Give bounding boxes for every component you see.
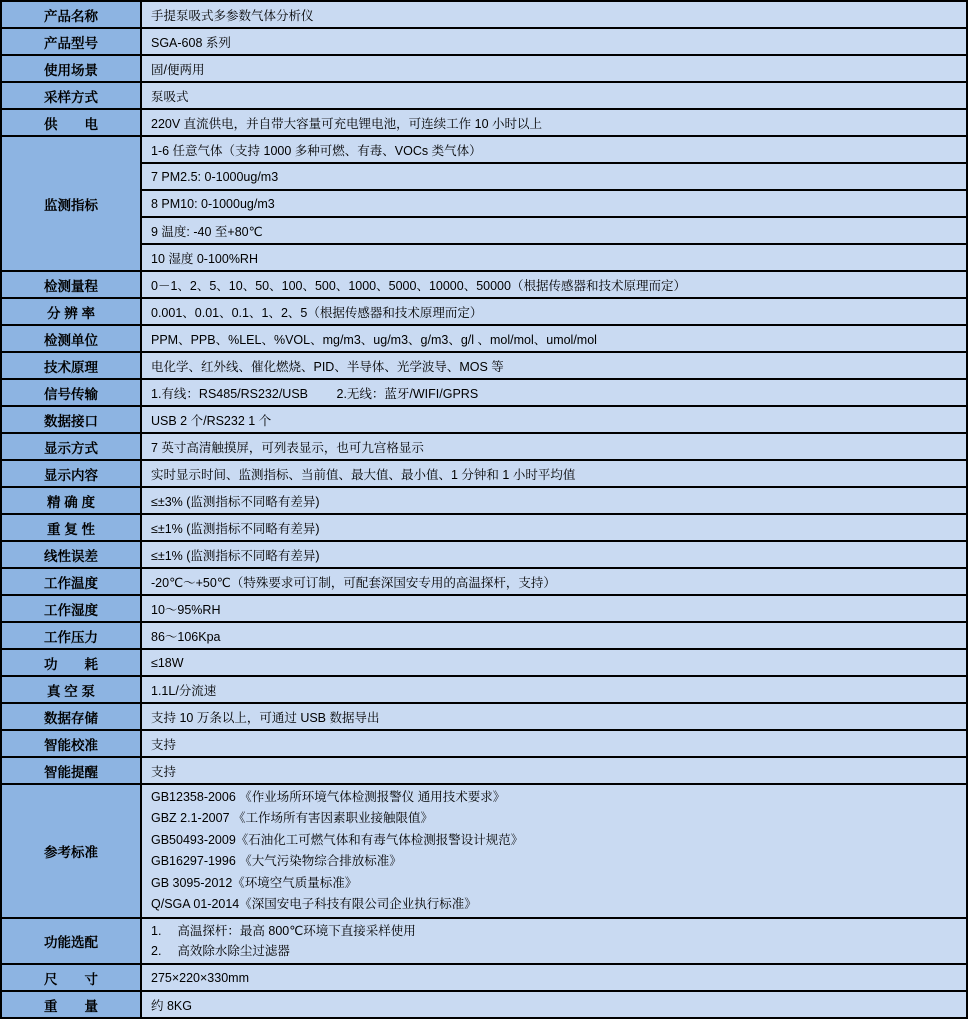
- spec-row-power-supply: [1, 109, 967, 136]
- spec-row-reference-standards: [1, 784, 967, 918]
- spec-row-detection-unit: [1, 325, 967, 352]
- reference-standard-2: GBZ 2.1-2007 《工作场所有害因素职业接触限值》: [151, 811, 433, 826]
- power-consumption-label: 功 耗: [1, 649, 141, 676]
- working-pressure-value: 86～106Kpa: [141, 622, 967, 649]
- repeatability-value: ≤±1% (监测指标不同略有差异): [141, 514, 967, 541]
- weight-label: 重 量: [1, 991, 141, 1018]
- sampling-method-label: 采样方式: [1, 82, 141, 109]
- reference-standard-5: GB 3095-2012《环境空气质量标准》: [151, 875, 358, 890]
- spec-row-repeatability: [1, 514, 967, 541]
- spec-row-working-pressure: [1, 622, 967, 649]
- spec-row-display-mode: [1, 433, 967, 460]
- spec-row-monitoring-indicators-4: [1, 217, 967, 244]
- display-mode-label: 显示方式: [1, 433, 141, 460]
- detection-unit-label: 检测单位: [1, 325, 141, 352]
- smart-reminder-label: 智能提醒: [1, 757, 141, 784]
- optional-function-2: 2. 高效除水除尘过滤器: [151, 944, 290, 959]
- accuracy-value: ≤±3% (监测指标不同略有差异): [141, 487, 967, 514]
- spec-row-monitoring-indicators-3: [1, 190, 967, 217]
- smart-calibration-label: 智能校准: [1, 730, 141, 757]
- optional-functions-label: 功能选配: [1, 918, 141, 964]
- monitoring-indicators-label: 监测指标: [1, 136, 141, 271]
- spec-row-accuracy: [1, 487, 967, 514]
- spec-row-linearity-error: [1, 541, 967, 568]
- monitoring-indicator-5-value: 10 湿度 0-100%RH: [141, 244, 967, 271]
- spec-row-dimensions: [1, 964, 967, 991]
- resolution-label: 分 辨 率: [1, 298, 141, 325]
- detection-range-label: 检测量程: [1, 271, 141, 298]
- accuracy-label: 精 确 度: [1, 487, 141, 514]
- detection-unit-value: PPM、PPB、%LEL、%VOL、mg/m3、ug/m3、g/m3、g/l 、mol/mol、umol/mol: [141, 325, 967, 352]
- monitoring-indicator-4-value: 9 温度: -40 至+80℃: [141, 217, 967, 244]
- linearity-error-value: ≤±1% (监测指标不同略有差异): [141, 541, 967, 568]
- spec-row-display-content: [1, 460, 967, 487]
- power-consumption-value: ≤18W: [141, 649, 967, 676]
- working-temperature-value: -20℃～+50℃（特殊要求可订制，可配套深国安专用的高温探杆，支持）: [141, 568, 967, 595]
- repeatability-label: 重 复 性: [1, 514, 141, 541]
- spec-row-smart-calibration: [1, 730, 967, 757]
- spec-row-monitoring-indicators-2: [1, 163, 967, 190]
- spec-row-working-temperature: [1, 568, 967, 595]
- reference-standard-3: GB50493-2009《石油化工可燃气体和有毒气体检测报警设计规范》: [151, 832, 524, 847]
- spec-row-monitoring-indicators-5: [1, 244, 967, 271]
- vacuum-pump-value: 1.1L/分流速: [141, 676, 967, 703]
- reference-standards-label: 参考标准: [1, 784, 141, 918]
- technical-principle-label: 技术原理: [1, 352, 141, 379]
- dimensions-label: 尺 寸: [1, 964, 141, 991]
- data-storage-label: 数据存储: [1, 703, 141, 730]
- spec-row-weight: [1, 991, 967, 1018]
- smart-reminder-value: 支持: [141, 757, 967, 784]
- signal-transmission-label: 信号传输: [1, 379, 141, 406]
- technical-principle-value: 电化学、红外线、催化燃烧、PID、半导体、光学波导、MOS 等: [141, 352, 967, 379]
- working-temperature-label: 工作温度: [1, 568, 141, 595]
- spec-row-signal-transmission: [1, 379, 967, 406]
- optional-functions-value: [141, 918, 967, 964]
- data-storage-value: 支持 10 万条以上，可通过 USB 数据导出: [141, 703, 967, 730]
- detection-range-value: 0－1、2、5、10、50、100、500、1000、5000、10000、50000（根据传感器和技术原理而定）: [141, 271, 967, 298]
- signal-transmission-value: 1.有线：RS485/RS232/USB 2.无线：蓝牙/WIFI/GPRS: [141, 379, 967, 406]
- spec-row-data-interface: [1, 406, 967, 433]
- working-humidity-label: 工作湿度: [1, 595, 141, 622]
- optional-function-1: 1. 高温探杆：最高 800℃环境下直接采样使用: [151, 924, 416, 939]
- linearity-error-label: 线性误差: [1, 541, 141, 568]
- spec-row-vacuum-pump: [1, 676, 967, 703]
- display-content-value: 实时显示时间、监测指标、当前值、最大值、最小值、1 分钟和 1 小时平均值: [141, 460, 967, 487]
- spec-row-detection-range: [1, 271, 967, 298]
- reference-standard-4: GB16297-1996 《大气污染物综合排放标准》: [151, 854, 402, 869]
- spec-row-optional-functions: [1, 918, 967, 964]
- product-name-label: 产品名称: [1, 1, 141, 28]
- product-model-label: 产品型号: [1, 28, 141, 55]
- monitoring-indicator-2-value: 7 PM2.5: 0-1000ug/m3: [141, 163, 967, 190]
- power-supply-label: 供 电: [1, 109, 141, 136]
- data-interface-label: 数据接口: [1, 406, 141, 433]
- reference-standard-1: GB12358-2006 《作业场所环境气体检测报警仪 通用技术要求》: [151, 790, 506, 804]
- spec-row-working-humidity: [1, 595, 967, 622]
- spec-row-power-consumption: [1, 649, 967, 676]
- usage-scenario-value: 固/便两用: [141, 55, 967, 82]
- spec-row-sampling-method: [1, 82, 967, 109]
- usage-scenario-label: 使用场景: [1, 55, 141, 82]
- reference-standard-6: Q/SGA 01-2014《深国安电子科技有限公司企业执行标准》: [151, 897, 477, 912]
- power-supply-value: 220V 直流供电，并自带大容量可充电锂电池，可连续工作 10 小时以上: [141, 109, 967, 136]
- sampling-method-value: 泵吸式: [141, 82, 967, 109]
- display-mode-value: 7 英寸高清触摸屏，可列表显示，也可九宫格显示: [141, 433, 967, 460]
- dimensions-value: 275×220×330mm: [141, 964, 967, 991]
- spec-row-product-name: [1, 1, 967, 28]
- spec-row-technical-principle: [1, 352, 967, 379]
- spec-row-product-model: [1, 28, 967, 55]
- resolution-value: 0.001、0.01、0.1、1、2、5（根据传感器和技术原理而定）: [141, 298, 967, 325]
- product-name-value: 手提泵吸式多参数气体分析仪: [141, 1, 967, 28]
- weight-value: 约 8KG: [141, 991, 967, 1018]
- smart-calibration-value: 支持: [141, 730, 967, 757]
- display-content-label: 显示内容: [1, 460, 141, 487]
- monitoring-indicator-1-value: 1-6 任意气体（支持 1000 多种可燃、有毒、VOCs 类气体）: [141, 136, 967, 163]
- spec-row-data-storage: [1, 703, 967, 730]
- data-interface-value: USB 2 个/RS232 1 个: [141, 406, 967, 433]
- spec-row-usage-scenario: [1, 55, 967, 82]
- working-humidity-value: 10～95%RH: [141, 595, 967, 622]
- product-model-value: SGA-608 系列: [141, 28, 967, 55]
- reference-standards-value: [141, 784, 967, 918]
- working-pressure-label: 工作压力: [1, 622, 141, 649]
- spec-row-resolution: [1, 298, 967, 325]
- spec-row-monitoring-indicators: [1, 136, 967, 163]
- spec-row-smart-reminder: [1, 757, 967, 784]
- monitoring-indicator-3-value: 8 PM10: 0-1000ug/m3: [141, 190, 967, 217]
- vacuum-pump-label: 真 空 泵: [1, 676, 141, 703]
